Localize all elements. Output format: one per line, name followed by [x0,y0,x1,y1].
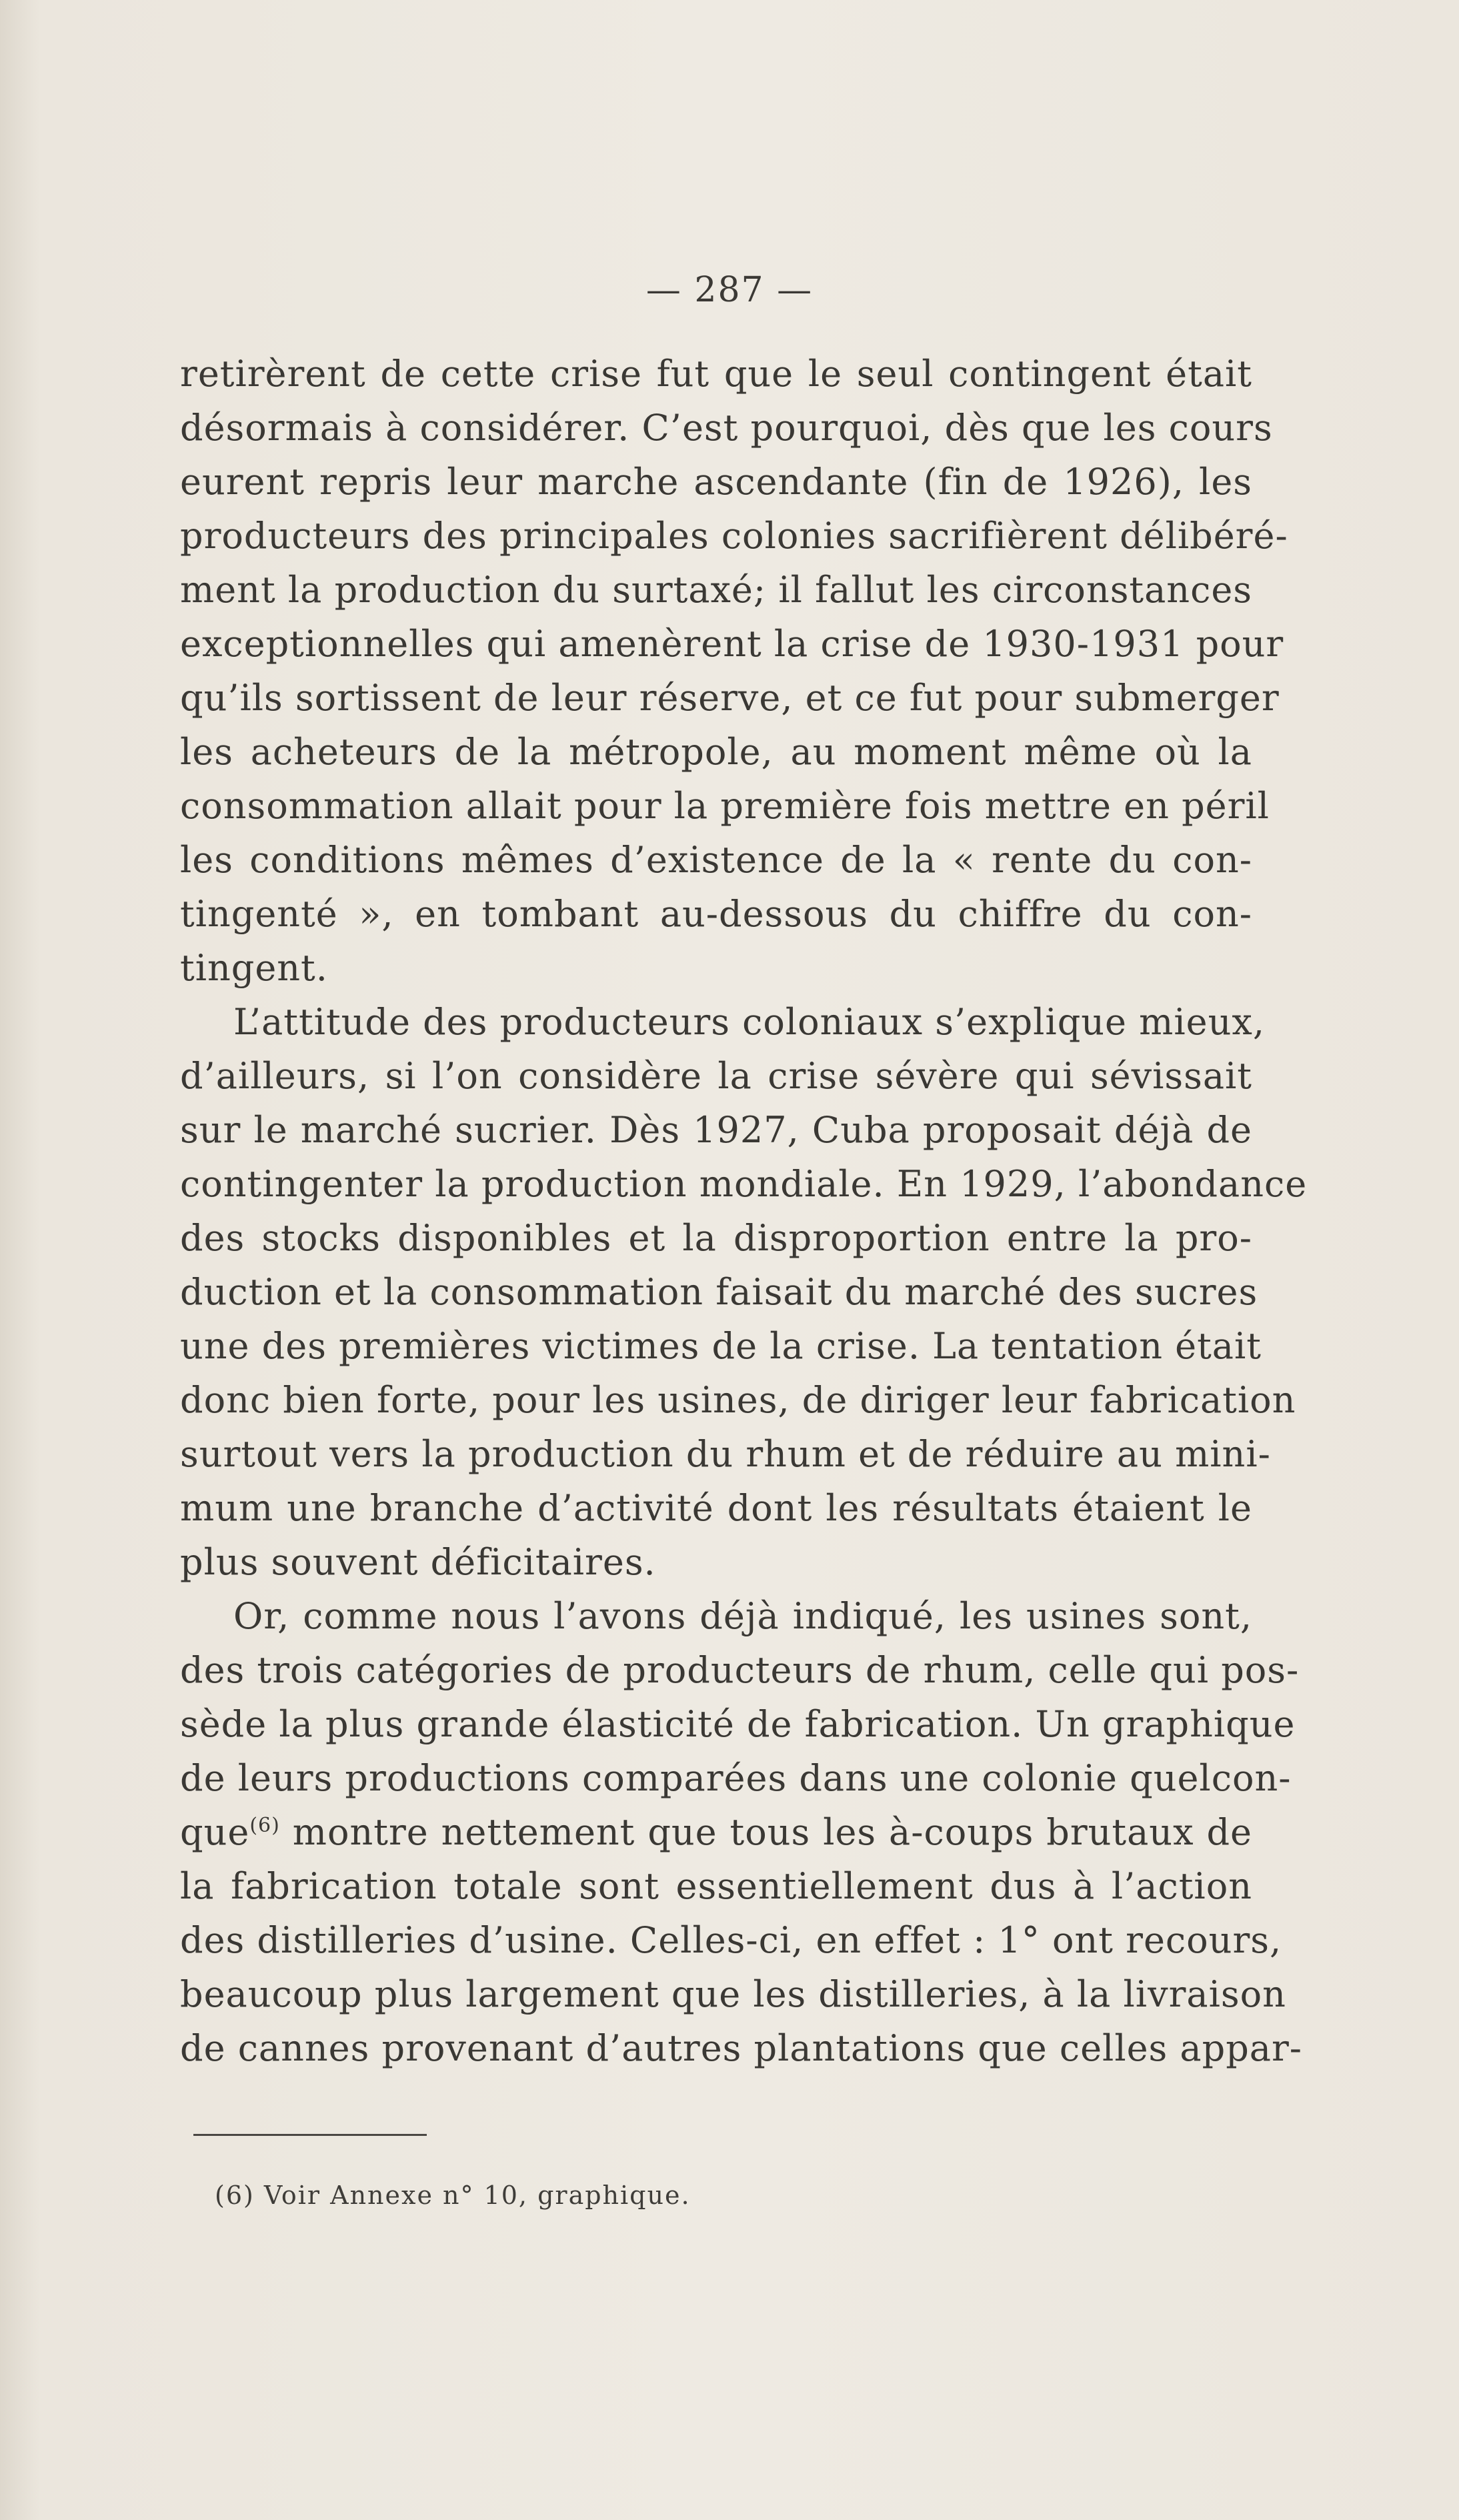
text-line: plus souvent déficitaires. [180,1541,656,1583]
text-line: des distilleries d’usine. Celles-ci, en effet : 1° ont recours, [180,1919,1282,1961]
text-line: ment la production du surtaxé; il fallut les circonstances [180,569,1252,611]
text-line: beaucoup plus largement que les distilleries, à la livraison [180,1973,1286,2015]
text-line: les conditions mêmes d’existence de la « rente du con- [180,839,1252,881]
footnote-separator [193,2134,427,2136]
text-line: consommation allait pour la première fois mettre en péril [180,785,1270,827]
page-number: — 287 — [645,270,814,310]
text-line: les acheteurs de la métropole, au moment même où la [180,731,1252,773]
text-line: d’ailleurs, si l’on considère la crise sévère qui sévissait [180,1055,1252,1097]
text-line: producteurs des principales colonies sacrifièrent délibéré- [180,515,1288,557]
text-line: des stocks disponibles et la disproportion entre la pro- [180,1217,1252,1259]
text-line: mum une branche d’activité dont les résultats étaient le [180,1487,1252,1529]
text-line: qu’ils sortissent de leur réserve, et ce fut pour submerger [180,677,1280,719]
text-line: Or, comme nous l’avons déjà indiqué, les usines sont, [233,1595,1252,1637]
text-line-with-note [180,1805,1252,1859]
text-line: la fabrication totale sont essentiellement dus à l’action [180,1865,1252,1907]
text-line: exceptionnelles qui amenèrent la crise de 1930-1931 pour [180,623,1284,665]
text-line: désormais à considérer. C’est pourquoi, dès que les cours [180,407,1273,449]
text-line: sur le marché sucrier. Dès 1927, Cuba proposait déjà de [180,1109,1252,1151]
text-line: surtout vers la production du rhum et de réduire au mini- [180,1433,1271,1475]
text-line: duction et la consommation faisait du marché des sucres [180,1271,1258,1313]
text-line: de cannes provenant d’autres plantations que celles appar- [180,2027,1303,2069]
text-line: tingenté », en tombant au-dessous du chiffre du con- [180,893,1252,935]
text-line: donc bien forte, pour les usines, de diriger leur fabrication [180,1379,1296,1421]
body-text [180,347,1308,2075]
text-line: retirèrent de cette crise fut que le seul contingent était [180,353,1252,395]
text-line: une des premières victimes de la crise. La tentation était [180,1325,1262,1367]
text-line: tingent. [180,947,328,989]
text-line: L’attitude des producteurs coloniaux s’explique mieux, [233,1001,1265,1043]
text-line: contingenter la production mondiale. En 1929, l’abondance [180,1163,1308,1205]
footnote-reference[interactable]: (6) [249,1814,280,1837]
text-line: des trois catégories de producteurs de rhum, celle qui pos- [180,1649,1300,1691]
text-fragment: montre nettement que tous les à-coups brutaux de [279,1811,1252,1853]
text-line: eurent repris leur marche ascendante (fin de 1926), les [180,461,1252,503]
paragraph-block [180,1859,1303,2075]
footnote: (6) Voir Annexe n° 10, graphique. [215,2181,691,2210]
text-line: sède la plus grande élasticité de fabrication. Un graphique [180,1703,1296,1745]
text-line: de leurs productions comparées dans une colonie quelcon- [180,1757,1292,1799]
text-fragment: que [180,1811,250,1853]
paragraph-block [180,347,1308,1805]
